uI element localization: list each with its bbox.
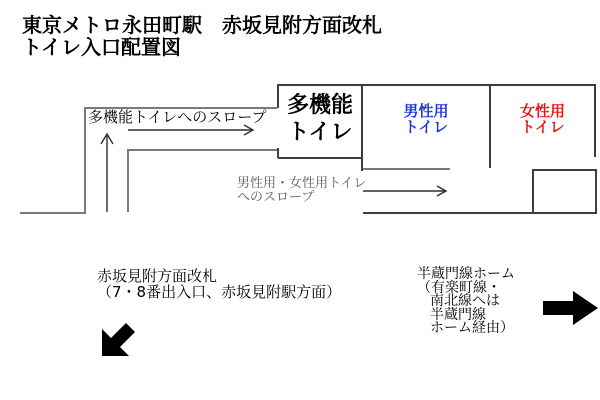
platform-label-line-2: （有楽町線・ [417, 279, 501, 296]
gate-direction-arrow-icon [102, 323, 135, 356]
womens-toilet-label-line-1: 女性用 [519, 102, 565, 120]
platform-direction-arrow-icon [543, 291, 598, 325]
platform-label-line-4: 半蔵門線 [430, 306, 486, 323]
gate-label [97, 269, 341, 300]
mens-toilet-label-line-1: 男性用 [403, 102, 449, 120]
mens-toilet-label [362, 103, 490, 135]
womens-toilet-label [490, 103, 595, 135]
platform-label-line-3: 南北線へは [430, 293, 500, 309]
multi-toilet-label [278, 92, 362, 146]
mw-slope-label [237, 177, 366, 204]
multi-toilet-label-line-2: トイレ [287, 120, 353, 145]
mw-slope-label-line-2: へのスロープ [237, 189, 315, 205]
title-line-2: トイレ入口配置図 [22, 35, 181, 59]
womens-toilet-label-line-2: トイレ [520, 118, 565, 136]
platform-label-line-1: 半蔵門線ホーム [417, 266, 515, 282]
corner-room-box [533, 170, 596, 213]
platform-label-line-5: ホーム経由） [430, 320, 514, 336]
page-title [22, 14, 382, 58]
gate-label-line-1: 赤坂見附方面改札 [97, 267, 218, 285]
gate-label-line-2: （7・8番出入口、赤坂見附駅方面） [97, 282, 342, 301]
platform-label [417, 268, 515, 336]
multi-slope-label: 多機能トイレへのスロープ [88, 108, 267, 126]
mens-toilet-label-line-2: トイレ [403, 118, 449, 136]
multi-toilet-label-line-1: 多機能 [286, 93, 353, 118]
mw-slope-label-line-1: 男性用・女性用トイレ [237, 176, 367, 191]
title-line-1: 東京メトロ永田町駅 赤坂見附方面改札 [22, 13, 382, 37]
